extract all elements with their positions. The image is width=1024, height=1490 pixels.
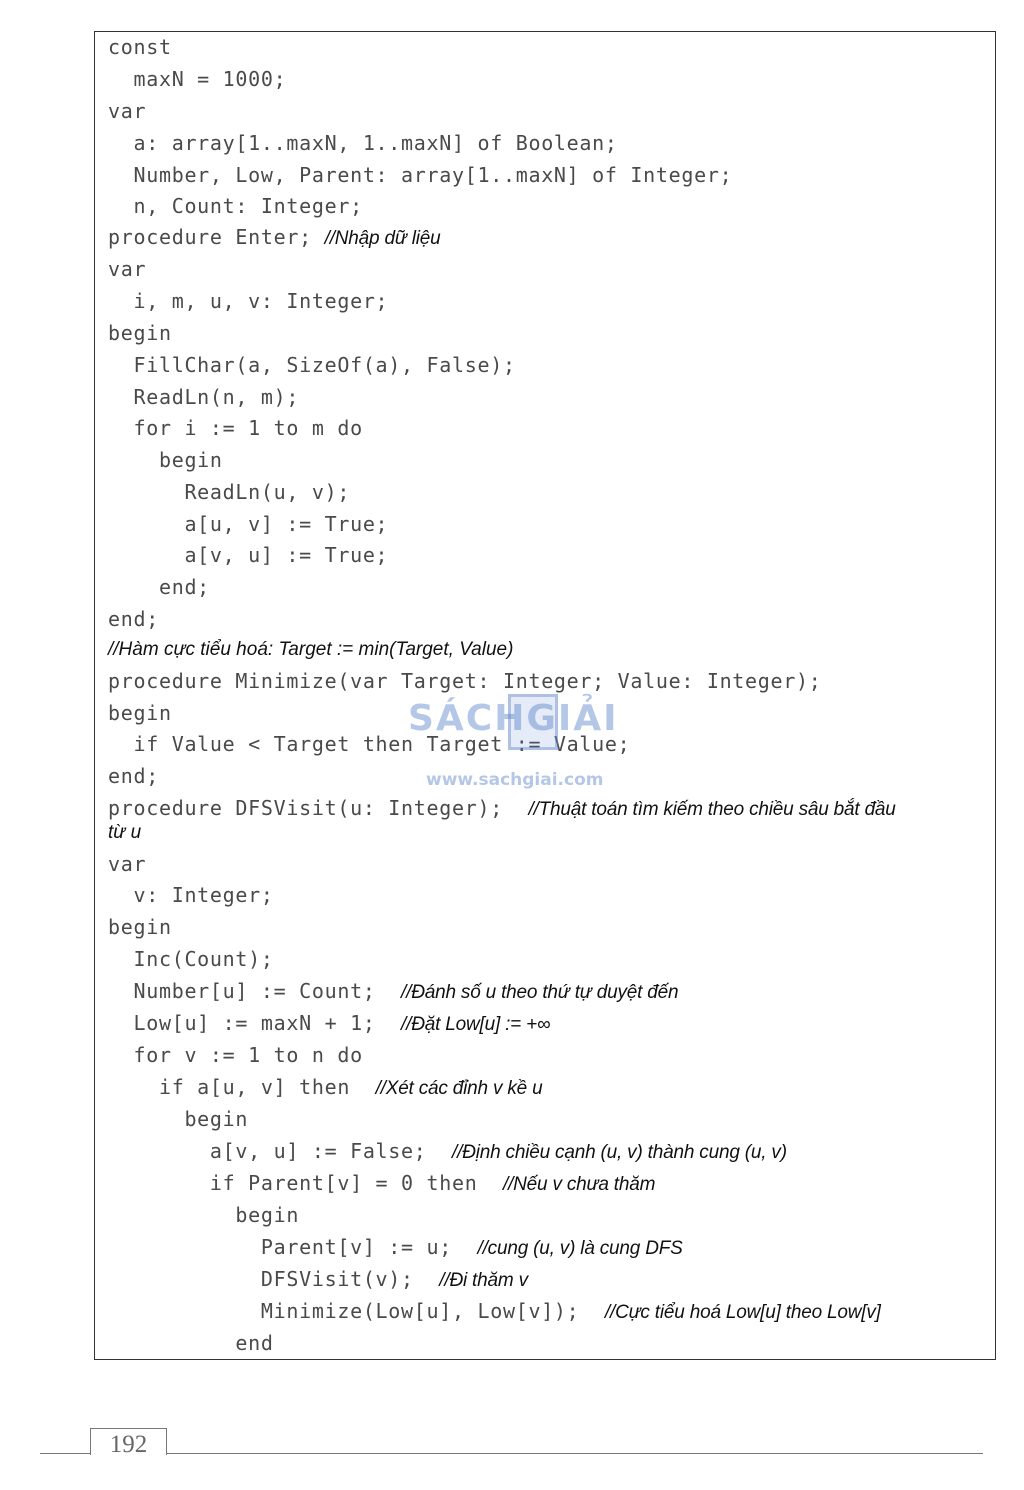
code-text: end; (108, 607, 159, 631)
code-listing-box (94, 31, 996, 1360)
code-line (108, 635, 513, 665)
code-line (108, 32, 172, 62)
code-text: v: Integer; (108, 883, 274, 907)
code-line (108, 572, 210, 602)
code-line (108, 1200, 299, 1230)
code-text: Inc(Count); (108, 947, 274, 971)
footer-rule-left (40, 1453, 90, 1454)
code-text: a[v, u] := True; (108, 543, 389, 567)
code-line (108, 318, 172, 348)
code-line (108, 729, 630, 759)
code-line (108, 350, 516, 380)
code-text: begin (108, 321, 172, 345)
code-text: begin (108, 1107, 249, 1131)
code-line (108, 413, 363, 443)
code-comment: //Định chiều cạnh (u, v) thành cung (u, v) (452, 1142, 787, 1163)
code-comment: //cung (u, v) là cung DFS (477, 1238, 683, 1259)
footer-rule-right (165, 1453, 983, 1454)
code-text: procedure Enter; (108, 225, 325, 249)
code-text: for i := 1 to m do (108, 416, 363, 440)
code-text: begin (108, 1203, 300, 1227)
code-line (108, 382, 299, 412)
watermark-url: www.sachgiai.com (426, 770, 604, 790)
code-line (108, 96, 146, 126)
code-line (108, 128, 618, 158)
page-number-tab (90, 1428, 167, 1458)
code-line (108, 1072, 542, 1102)
code-line (108, 1136, 787, 1166)
code-text: Parent[v] := u; (108, 1235, 478, 1259)
code-line (108, 286, 388, 316)
code-line (108, 445, 223, 475)
code-text: for v := 1 to n do (108, 1043, 363, 1067)
code-text: Number[u] := Count; (108, 979, 402, 1003)
code-line (108, 477, 350, 507)
code-text: if Value < Target then Target := Value; (108, 732, 631, 756)
code-text: ReadLn(n, m); (108, 385, 300, 409)
code-text: end; (108, 764, 159, 788)
code-line (108, 944, 274, 974)
code-text: Low[u] := maxN + 1; (108, 1011, 402, 1035)
code-comment: //Thuật toán tìm kiếm theo chiều sâu bắt đầu (528, 799, 896, 820)
code-comment: //Hàm cực tiểu hoá: Target := min(Target, Value) (108, 639, 514, 660)
code-line (108, 698, 172, 728)
code-text: ReadLn(u, v); (108, 480, 351, 504)
code-line (108, 1104, 248, 1134)
code-line (108, 818, 141, 848)
code-line (108, 254, 146, 284)
code-line (108, 1232, 683, 1262)
code-text: begin (108, 448, 223, 472)
code-line (108, 1264, 528, 1294)
code-text: var (108, 852, 147, 876)
code-comment: //Xét các đỉnh v kề u (375, 1078, 543, 1099)
code-text: FillChar(a, SizeOf(a), False); (108, 353, 516, 377)
code-comment: //Đi thăm v (439, 1270, 528, 1291)
code-text: n, Count: Integer; (108, 194, 363, 218)
code-line (108, 540, 388, 570)
code-line (108, 849, 146, 879)
watermark-brand: SÁCHGIẢI (408, 698, 619, 739)
code-text: begin (108, 701, 172, 725)
code-line (108, 976, 678, 1006)
code-text: a: array[1..maxN, 1..maxN] of Boolean; (108, 131, 618, 155)
code-line (108, 1168, 655, 1198)
code-line (108, 64, 286, 94)
code-line (108, 222, 441, 252)
code-text: a[u, v] := True; (108, 512, 389, 536)
code-line (108, 191, 363, 221)
code-line (108, 761, 159, 791)
code-comment: //Cực tiểu hoá Low[u] theo Low[v] (604, 1302, 881, 1323)
code-text: procedure DFSVisit(u: Integer); (108, 796, 529, 820)
code-comment: từ u (108, 822, 142, 843)
code-comment: //Đặt Low[u] := +∞ (401, 1014, 551, 1035)
code-text: end; (108, 575, 210, 599)
code-comment: //Nếu v chưa thăm (502, 1174, 656, 1195)
code-text: a[v, u] := False; (108, 1139, 453, 1163)
code-line (108, 666, 822, 696)
code-text: Minimize(Low[u], Low[v]); (108, 1299, 605, 1323)
code-line (108, 604, 159, 634)
code-line (108, 1296, 881, 1326)
code-text: if a[u, v] then (108, 1075, 376, 1099)
code-text: end (108, 1331, 274, 1355)
code-line (108, 509, 388, 539)
code-text: var (108, 257, 147, 281)
code-comment: //Nhập dữ liệu (324, 228, 441, 249)
code-line (108, 1328, 274, 1358)
code-text: procedure Minimize(var Target: Integer; Value: Integer); (108, 669, 822, 693)
code-comment: //Đánh số u theo thứ tự duyệt đến (401, 982, 679, 1003)
code-text: Number, Low, Parent: array[1..maxN] of Integer; (108, 163, 733, 187)
code-line (108, 1040, 363, 1070)
code-line (108, 793, 896, 823)
code-text: const (108, 35, 172, 59)
code-line (108, 1008, 550, 1038)
code-text: var (108, 99, 147, 123)
code-text: i, m, u, v: Integer; (108, 289, 389, 313)
code-text: begin (108, 915, 172, 939)
code-text: DFSVisit(v); (108, 1267, 440, 1291)
page-number: 192 (109, 1431, 148, 1458)
code-line (108, 912, 172, 942)
code-line (108, 160, 732, 190)
code-text: maxN = 1000; (108, 67, 287, 91)
code-line (108, 880, 274, 910)
code-text: if Parent[v] = 0 then (108, 1171, 503, 1195)
